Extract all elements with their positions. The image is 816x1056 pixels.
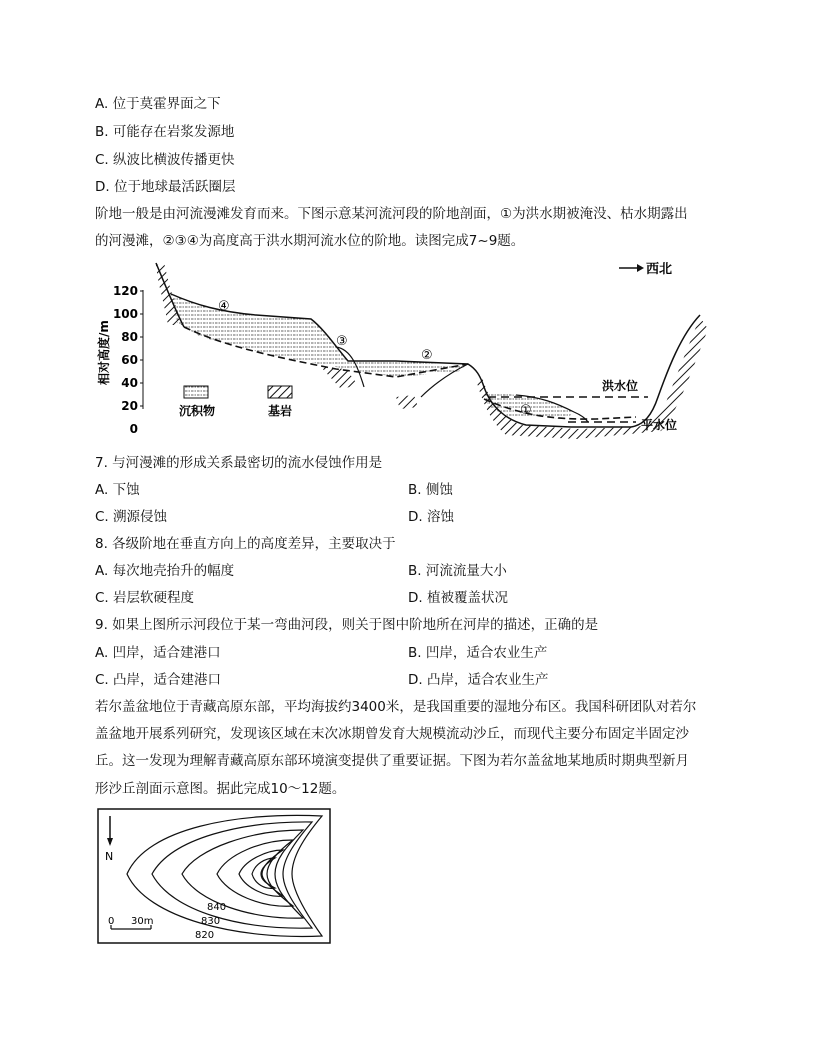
q6-option-c: C. 纵波比横波传播更快 — [95, 152, 235, 168]
q9-option-a: A. 凹岸，适合建港口 — [95, 645, 221, 661]
passage2-line-4: 形沙丘剖面示意图。据此完成10～12题。 — [95, 781, 346, 797]
passage2-line-2: 盖盆地开展系列研究，发现该区域在末次冰期曾发育大规模流动沙丘，而现代主要分布固定半固定沙 — [95, 726, 689, 742]
q6-option-b: B. 可能存在岩浆发源地 — [95, 124, 235, 140]
q7-stem: 7. 与河漫滩的形成关系最密切的流水侵蚀作用是 — [95, 455, 383, 471]
q8-option-a: A. 每次地壳抬升的幅度 — [95, 563, 235, 579]
q8-option-c: C. 岩层软硬程度 — [95, 590, 195, 606]
passage2-line-3: 丘。这一发现为理解青藏高原东部环境演变提供了重要证据。下图为若尔盖盆地某地质时期典型新月 — [95, 753, 689, 769]
y-tick-80: 80 — [121, 330, 138, 344]
direction-label: 西北 — [646, 262, 673, 277]
q8-stem: 8. 各级阶地在垂直方向上的高度差异，主要取决于 — [95, 536, 396, 552]
q7-option-b: B. 侧蚀 — [408, 482, 453, 498]
y-tick-40: 40 — [121, 376, 138, 390]
scale-length-label: 30m — [131, 916, 154, 927]
contour-label-830: 830 — [201, 916, 221, 927]
y-tick-0: 0 — [129, 422, 138, 436]
normal-level-label: 平水位 — [641, 418, 678, 432]
passage2-line-1: 若尔盖盆地位于青藏高原东部，平均海拔约3400米，是我国重要的湿地分布区。我国科研团队对若尔 — [95, 699, 697, 715]
terrace-profile-figure — [96, 257, 716, 447]
legend-bedrock-label: 基岩 — [268, 404, 293, 418]
terrace-label-3: ③ — [336, 334, 348, 349]
q9-option-d: D. 凸岸，适合农业生产 — [408, 672, 549, 688]
passage1-line-1: 阶地一般是由河流漫滩发育而来。下图示意某河流河段的阶地剖面，①为洪水期被淹没、枯水期露出 — [95, 206, 688, 222]
flood-level-label: 洪水位 — [602, 379, 639, 393]
scale-zero-label: 0 — [108, 916, 115, 927]
q7-option-c: C. 溯源侵蚀 — [95, 509, 168, 525]
q6-option-d: D. 位于地球最活跃圈层 — [95, 179, 236, 195]
q8-option-d: D. 植被覆盖状况 — [408, 590, 508, 606]
legend-sediment-label: 沉积物 — [179, 404, 216, 418]
y-tick-60: 60 — [121, 353, 138, 367]
north-label: N — [105, 850, 114, 863]
barchan-dune-figure — [97, 808, 333, 946]
contour-label-820: 820 — [195, 930, 215, 941]
q8-option-b: B. 河流流量大小 — [408, 563, 507, 579]
legend-bedrock-swatch — [268, 386, 292, 398]
q9-stem: 9. 如果上图所示河段位于某一弯曲河段，则关于图中阶地所在河岸的描述，正确的是 — [95, 617, 599, 633]
q6-option-a: A. 位于莫霍界面之下 — [95, 96, 221, 112]
q9-option-c: C. 凸岸，适合建港口 — [95, 672, 222, 688]
direction-arrow — [619, 261, 672, 277]
terrace-label-4: ④ — [218, 299, 230, 314]
legend — [179, 386, 292, 418]
terrace-label-2: ② — [421, 348, 433, 363]
legend-sediment-swatch — [184, 386, 208, 398]
passage1-line-2: 的河漫滩，②③④为高度高于洪水期河流水位的阶地。读图完成7~9题。 — [95, 233, 525, 249]
terrace-label-1: ① — [520, 403, 532, 418]
y-tick-120: 120 — [112, 284, 138, 298]
y-axis — [96, 284, 143, 436]
q9-option-b: B. 凹岸，适合农业生产 — [408, 645, 548, 661]
contour-label-840: 840 — [207, 902, 227, 913]
y-tick-20: 20 — [121, 399, 138, 413]
y-tick-100: 100 — [112, 307, 138, 321]
y-axis-label: 相对高度/m — [97, 320, 111, 385]
q7-option-a: A. 下蚀 — [95, 482, 140, 498]
q7-option-d: D. 溶蚀 — [408, 509, 454, 525]
